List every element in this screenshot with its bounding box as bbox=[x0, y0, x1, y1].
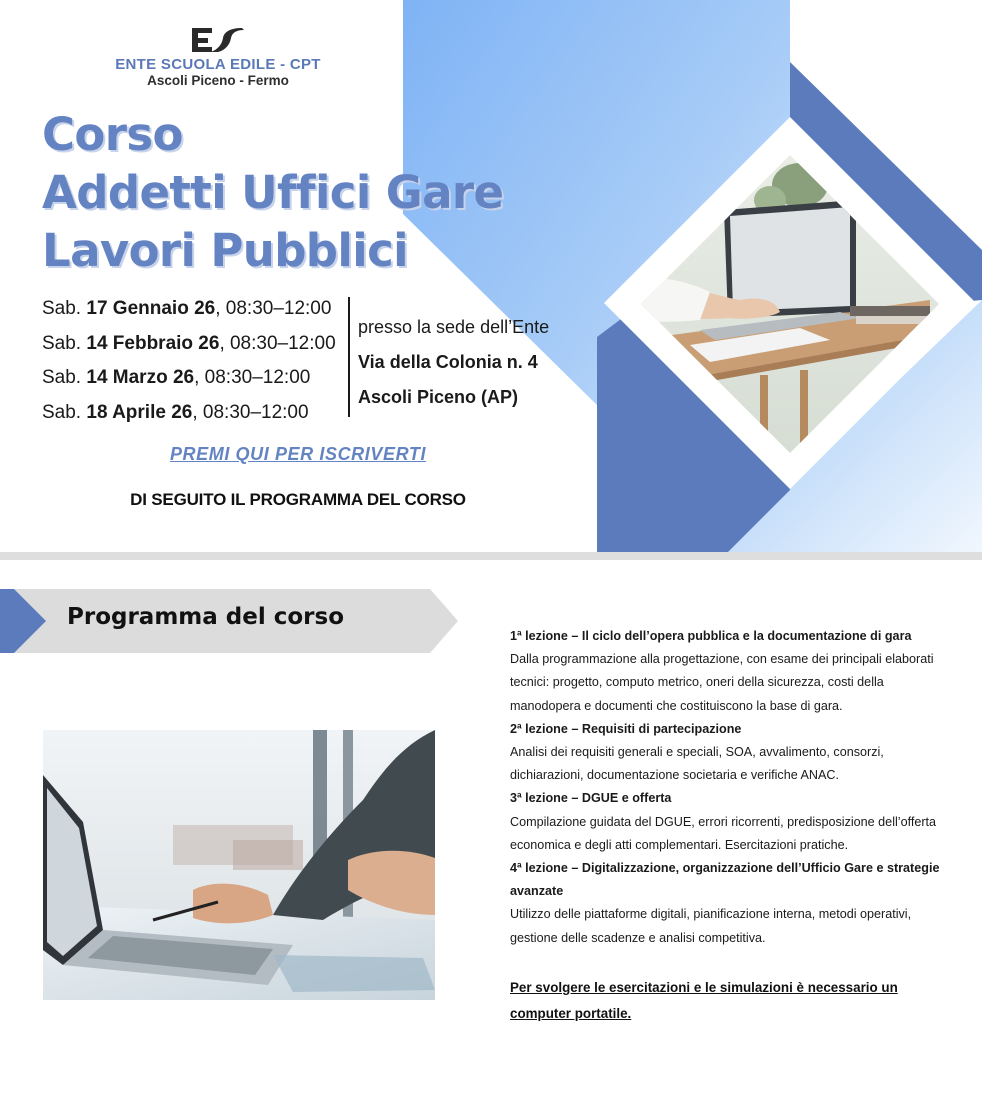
date-day: Sab. bbox=[42, 298, 82, 319]
lesson-title: 3ª lezione – DGUE e offerta bbox=[510, 791, 672, 806]
section-divider bbox=[0, 552, 982, 560]
date-value: 17 Gennaio 26 bbox=[86, 298, 216, 319]
date-row bbox=[42, 361, 336, 396]
register-link[interactable]: PREMI QUI PER ISCRIVERTI bbox=[169, 444, 427, 464]
lesson-description: Analisi dei requisiti generali e speciali, SOA, avvalimento, consorzi, dichiarazioni, documentazione societaria e verifiche ANAC. bbox=[510, 745, 884, 783]
organization-location: Ascoli Piceno - Fermo bbox=[147, 73, 289, 88]
program-intro-text: DI SEGUITO IL PROGRAMMA DEL CORSO bbox=[130, 490, 466, 509]
ente-scuola-logo-icon bbox=[190, 26, 246, 54]
organization-name: ENTE SCUOLA EDILE - CPT bbox=[115, 56, 321, 73]
laptop-requirement-note: Per svolgere le esercitazioni e le simulazioni è necessario un computer portatile. bbox=[510, 980, 898, 1021]
laptop-office-photo bbox=[43, 730, 435, 1000]
course-title bbox=[42, 106, 503, 280]
lesson-title: 4ª lezione – Digitalizzazione, organizzazione dell’Ufficio Gare e strategie avanzate bbox=[510, 861, 940, 899]
venue-intro: presso la sede dell’Ente bbox=[358, 317, 550, 337]
date-day: Sab. bbox=[42, 332, 82, 354]
date-time: , 08:30–12:00 bbox=[219, 332, 336, 354]
vertical-divider bbox=[348, 297, 350, 417]
lesson-description: Compilazione guidata del DGUE, errori ricorrenti, predisposizione dell’offerta economica e degli atti complementari. Esercitazioni pratiche. bbox=[510, 814, 937, 852]
date-day: Sab. bbox=[42, 367, 82, 388]
date-value: 14 Marzo 26 bbox=[86, 367, 195, 388]
logo bbox=[108, 26, 328, 89]
venue-info bbox=[358, 310, 549, 415]
title-line-3: Lavori Pubblici bbox=[42, 224, 408, 277]
lesson-title: 1ª lezione – Il ciclo dell’opera pubblica e la documentazione di gara bbox=[510, 629, 912, 643]
venue-city: Ascoli Piceno (AP) bbox=[358, 387, 519, 407]
date-time: , 08:30–12:00 bbox=[192, 401, 309, 423]
lesson-description: Dalla programmazione alla progettazione, con esame dei principali elaborati tecnici: progetto, computo metrico, oneri della sicurezza, costi della manodopera e documenti che costituiscono la base di gara. bbox=[510, 652, 934, 713]
lesson-description: Utilizzo delle piattaforme digitali, pianificazione interna, metodi operativi, gestione delle scadenze e analisi competitiva. bbox=[510, 907, 912, 945]
hero-section bbox=[0, 0, 982, 552]
date-value: 14 Febbraio 26 bbox=[86, 332, 220, 354]
date-time: , 08:30–12:00 bbox=[194, 367, 311, 388]
program-heading: Programma del corso bbox=[67, 604, 345, 630]
title-line-2: Addetti Uffici Gare bbox=[42, 166, 504, 219]
date-value: 18 Aprile 26 bbox=[86, 401, 193, 423]
date-time: , 08:30–12:00 bbox=[215, 298, 332, 319]
date-day: Sab. bbox=[42, 401, 82, 423]
venue-street: Via della Colonia n. 4 bbox=[358, 352, 538, 372]
program-lessons bbox=[510, 625, 950, 950]
course-dates bbox=[42, 292, 336, 430]
date-row bbox=[42, 327, 336, 362]
title-line-1: Corso bbox=[42, 108, 183, 161]
lesson-title: 2ª lezione – Requisiti di partecipazione bbox=[510, 721, 742, 736]
date-row bbox=[42, 396, 336, 431]
date-row bbox=[42, 292, 336, 327]
